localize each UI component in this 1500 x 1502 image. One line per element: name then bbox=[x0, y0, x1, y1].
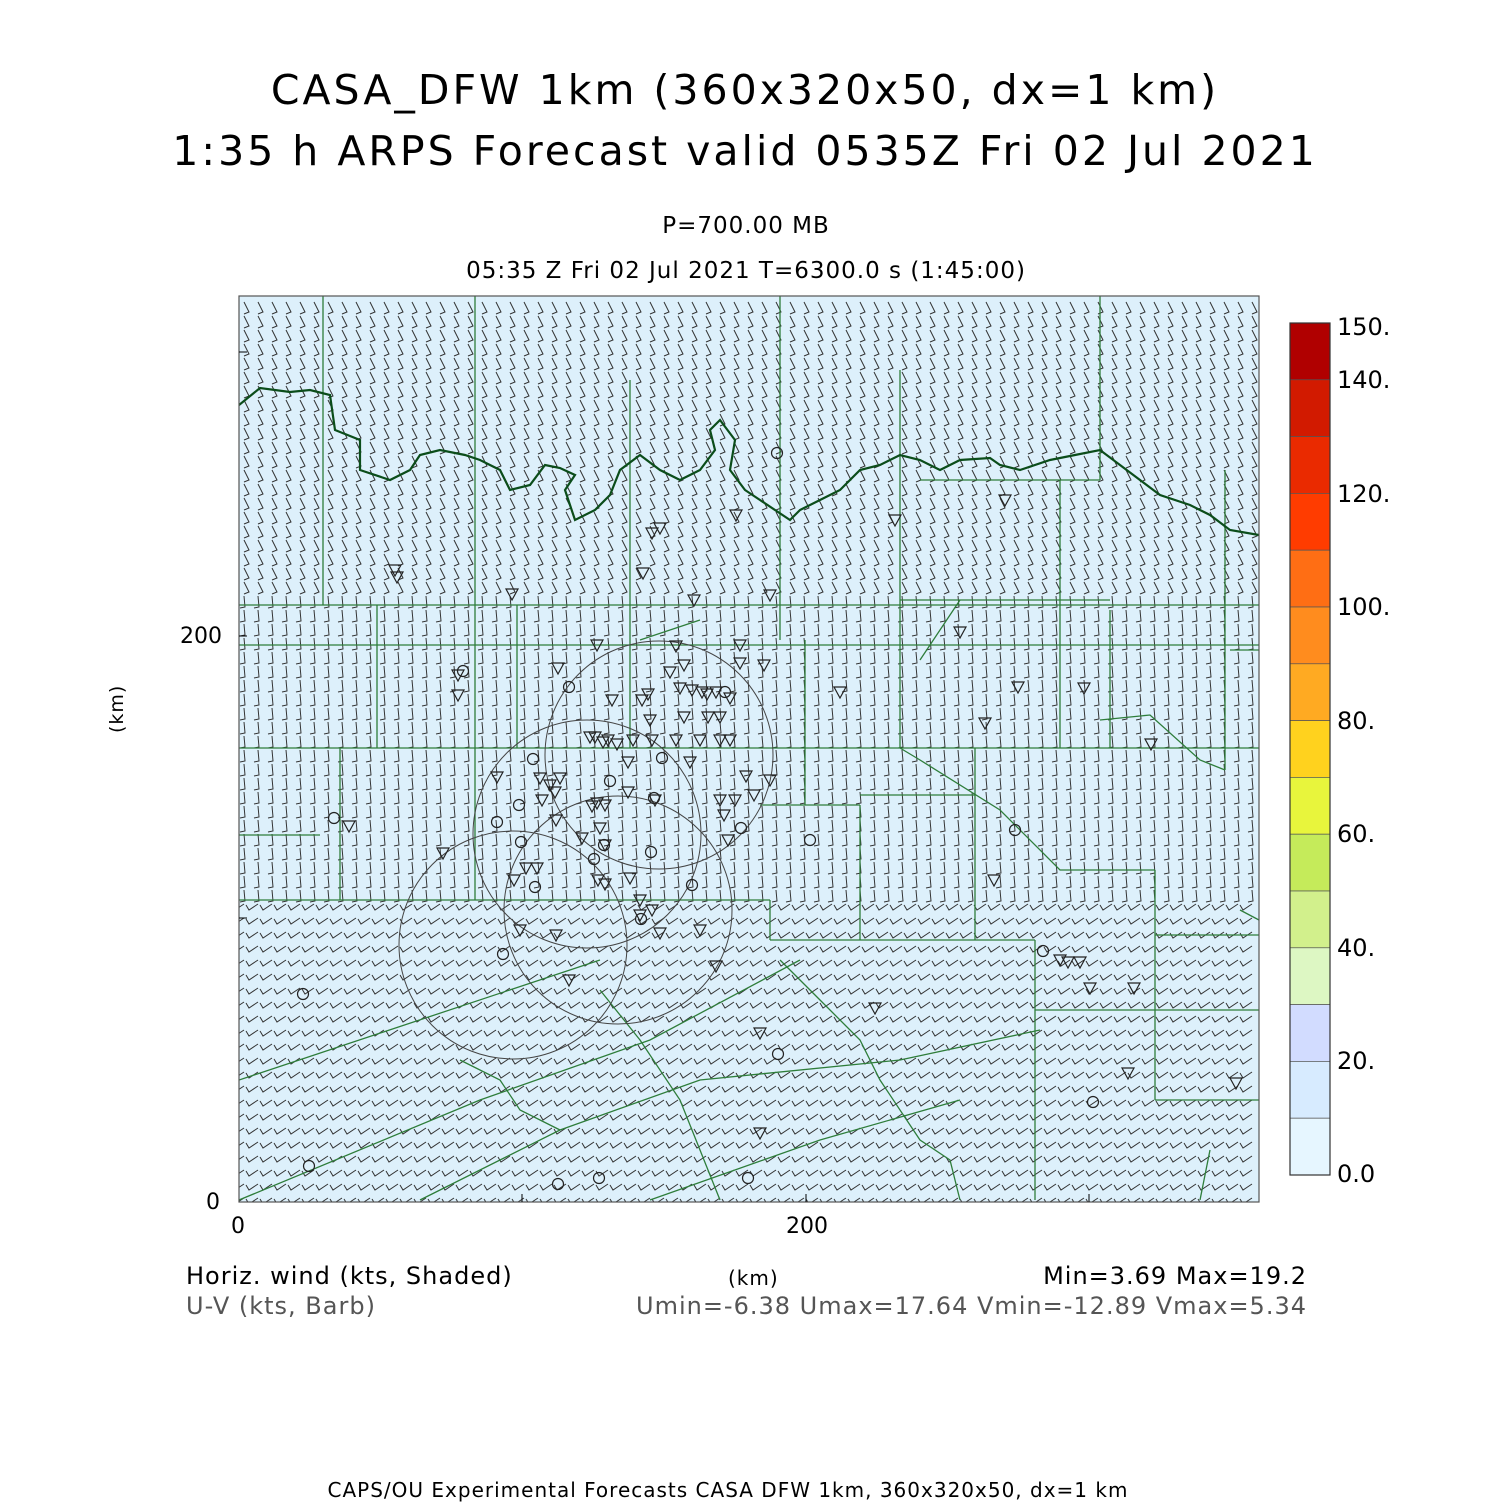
plot-area bbox=[232, 296, 1259, 1204]
colorbar-segment bbox=[1290, 323, 1330, 380]
colorbar-segment bbox=[1290, 437, 1330, 494]
colorbar-segment bbox=[1290, 777, 1330, 834]
colorbar-label-100: 100. bbox=[1337, 593, 1391, 621]
min-max-stats: Min=3.69 Max=19.2 bbox=[1043, 1262, 1307, 1290]
wind-speed-shading bbox=[239, 296, 1259, 1202]
y-tick-0: 0 bbox=[206, 1190, 220, 1215]
colorbar-segment bbox=[1290, 1061, 1330, 1118]
uv-stats: Umin=-6.38 Umax=17.64 Vmin=-12.89 Vmax=5.34 bbox=[636, 1292, 1307, 1320]
footer-credit: CAPS/OU Experimental Forecasts CASA DFW 1km, 360x320x50, dx=1 km bbox=[327, 1478, 1129, 1502]
colorbar-segment bbox=[1290, 1118, 1330, 1175]
colorbar-segment bbox=[1290, 493, 1330, 550]
x-tick-200: 200 bbox=[786, 1214, 828, 1239]
colorbar-label-80: 80. bbox=[1337, 707, 1376, 735]
colorbar-label-60: 60. bbox=[1337, 820, 1376, 848]
x-axis-label: (km) bbox=[728, 1266, 779, 1290]
valid-time: 05:35 Z Fri 02 Jul 2021 T=6300.0 s (1:45:00) bbox=[466, 258, 1026, 284]
y-axis-label: (km) bbox=[106, 684, 128, 733]
barb-variable-label: U-V (kts, Barb) bbox=[186, 1292, 376, 1320]
colorbar-label-40: 40. bbox=[1337, 934, 1376, 962]
colorbar-label-20: 20. bbox=[1337, 1047, 1376, 1075]
forecast-valid-title: 1:35 h ARPS Forecast valid 0535Z Fri 02 Jul 2021 bbox=[172, 127, 1318, 175]
colorbar-segment bbox=[1290, 891, 1330, 948]
pressure-level: P=700.00 MB bbox=[662, 213, 830, 239]
chart-title: CASA_DFW 1km (360x320x50, dx=1 km) bbox=[270, 66, 1220, 114]
y-tick-200: 200 bbox=[180, 624, 222, 649]
colorbar-label-150: 150. bbox=[1337, 313, 1391, 341]
x-tick-0: 0 bbox=[231, 1214, 245, 1239]
colorbar-segment bbox=[1290, 721, 1330, 778]
colorbar-segment bbox=[1290, 607, 1330, 664]
colorbar-label-140: 140. bbox=[1337, 366, 1391, 394]
shaded-variable-label: Horiz. wind (kts, Shaded) bbox=[186, 1262, 513, 1290]
colorbar-label-0: 0.0 bbox=[1337, 1160, 1376, 1188]
colorbar-segment bbox=[1290, 834, 1330, 891]
colorbar-segment bbox=[1290, 380, 1330, 437]
colorbar-segment bbox=[1290, 550, 1330, 607]
colorbar bbox=[1290, 323, 1330, 1175]
colorbar-label-120: 120. bbox=[1337, 480, 1391, 508]
colorbar-segment bbox=[1290, 664, 1330, 721]
colorbar-segment bbox=[1290, 1005, 1330, 1062]
colorbar-segment bbox=[1290, 948, 1330, 1005]
